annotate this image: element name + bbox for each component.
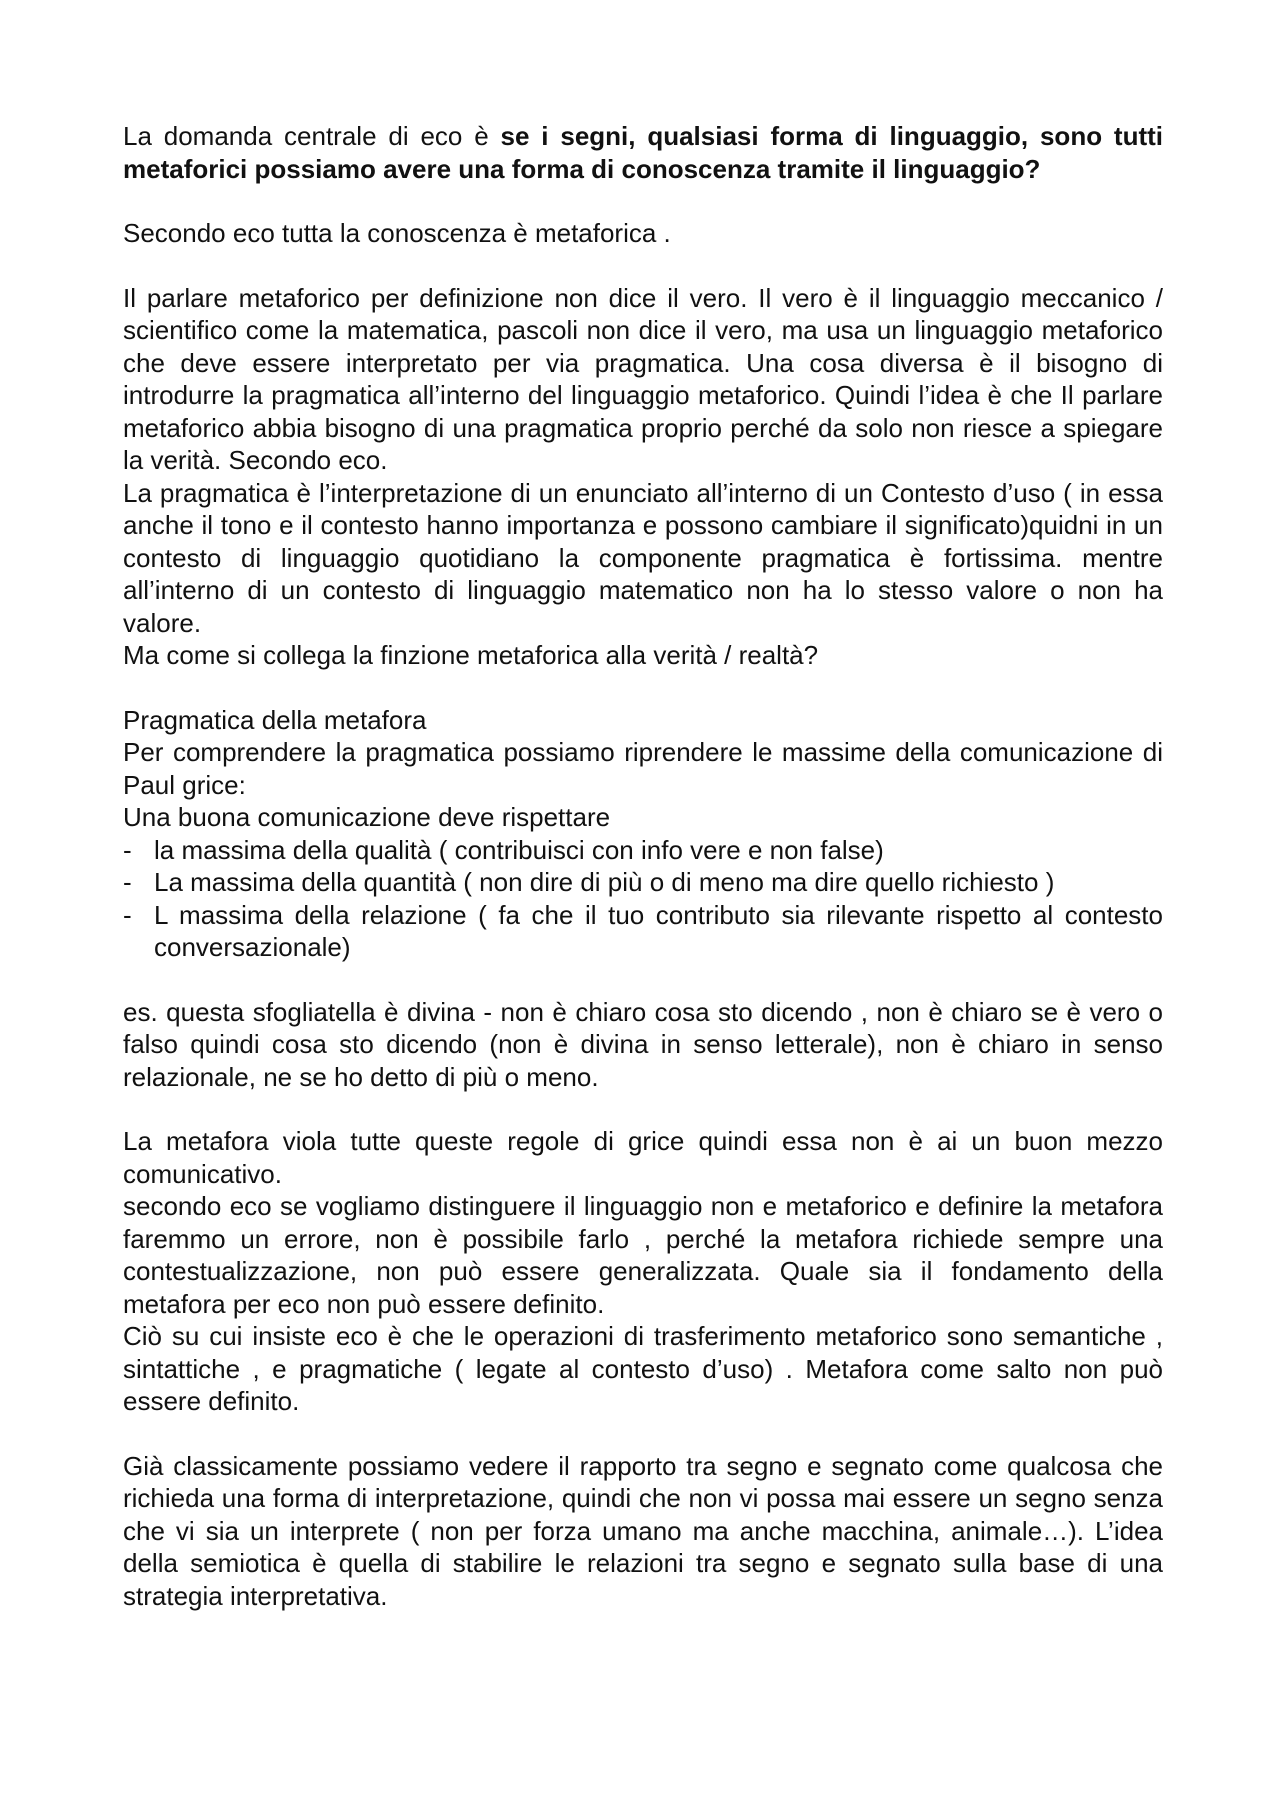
paragraph-eco-definition: secondo eco se vogliamo distinguere il linguaggio non e metaforico e definire la metafora faremmo un errore, non è possibile farlo , perché la metafora richiede sempre una contestualizzazione, non può essere generalizzata. Quale sia il fondamento della metafora per eco non può essere definito.	[123, 1191, 1163, 1319]
paragraph-grice-intro: Per comprendere la pragmatica possiamo riprendere le massime della comunicazione di Paul grice:	[123, 737, 1163, 800]
paragraph-operations: Ciò su cui insiste eco è che le operazioni di trasferimento metaforico sono semantiche , sintattiche , e pragmatiche ( legate al contesto d’uso) . Metafora come salto non può essere definito.	[123, 1321, 1163, 1416]
paragraph-knowledge: Secondo eco tutta la conoscenza è metaforica .	[123, 218, 671, 248]
list-item	[123, 866, 1163, 899]
paragraph-semiotics: Già classicamente possiamo vedere il rapporto tra segno e segnato come qualcosa che richieda una forma di interpretazione, quindi che non vi possa mai essere un segno senza che vi sia un interprete ( non per forza umano ma anche macchina, animale…). L’idea della semiotica è quella di stabilire le relazioni tra segno e segnato sulla base di una strategia interpretativa.	[123, 1450, 1163, 1611]
list-item	[123, 899, 1163, 964]
paragraph-grice-lead: Una buona comunicazione deve rispettare	[123, 802, 611, 832]
paragraph-violation: La metafora viola tutte queste regole di grice quindi essa non è ai un buon mezzo comunicativo.	[123, 1126, 1163, 1189]
dash-bullet: -	[123, 834, 132, 865]
maxims-list	[123, 834, 1163, 964]
maxim-relation: L massima della relazione ( fa che il tuo contributo sia rilevante rispetto al contesto conversazionale)	[154, 899, 1163, 962]
question-bold: se i segni, qualsiasi forma di linguaggio, sono tutti metaforici possiamo avere una forma di conoscenza tramite il linguaggio?	[123, 121, 1164, 184]
list-item	[123, 834, 1163, 867]
document-page	[123, 120, 1163, 1644]
paragraph-pragmatics-definition: La pragmatica è l’interpretazione di un enunciato all’interno di un Contesto d’uso ( in essa anche il tono e il contesto hanno importanza e possono cambiare il significato)quidni in un contesto di linguaggio quotidiano la componente pragmatica è fortissima. mentre all’interno di un contesto di linguaggio matematico non ha lo stesso valore o non ha valore.	[123, 477, 1163, 638]
paragraph-question-truth: Ma come si collega la finzione metaforica alla verità / realtà?	[123, 640, 819, 670]
dash-bullet: -	[123, 899, 132, 930]
maxim-quantity: La massima della quantità ( non dire di più o di meno ma dire quello richiesto )	[154, 867, 1055, 897]
section-grice	[123, 704, 1163, 964]
paragraph-central-question	[123, 120, 1163, 185]
maxim-quality: la massima della qualità ( contribuisci con info vere e non false)	[154, 834, 884, 865]
question-intro: La domanda centrale di eco è	[123, 121, 501, 151]
paragraph-metaphoric-speech: Il parlare metaforico per definizione non dice il vero. Il vero è il linguaggio meccanico / scientifico come la matematica, pascoli non dice il vero, ma usa un linguaggio metaforico che deve essere interpretato per via pragmatica. Una cosa diversa è il bisogno di introdurre la pragmatica all’interno del linguaggio metaforico. Quindi l’idea è che Il parlare metaforico abbia bisogno di una pragmatica proprio perché da solo non riesce a spiegare la verità. Secondo eco.	[123, 282, 1163, 475]
section-pragmatics	[123, 282, 1163, 672]
section-metaphor-rules	[123, 1125, 1163, 1418]
paragraph-example: es. questa sfogliatella è divina - non è chiaro cosa sto dicendo , non è chiaro se è vero o falso quindi cosa sto dicendo (non è divina in senso letterale), non è chiaro in senso relazionale, ne se ho detto di più o meno.	[123, 996, 1163, 1092]
section-heading: Pragmatica della metafora	[123, 704, 427, 735]
dash-bullet: -	[123, 867, 132, 897]
